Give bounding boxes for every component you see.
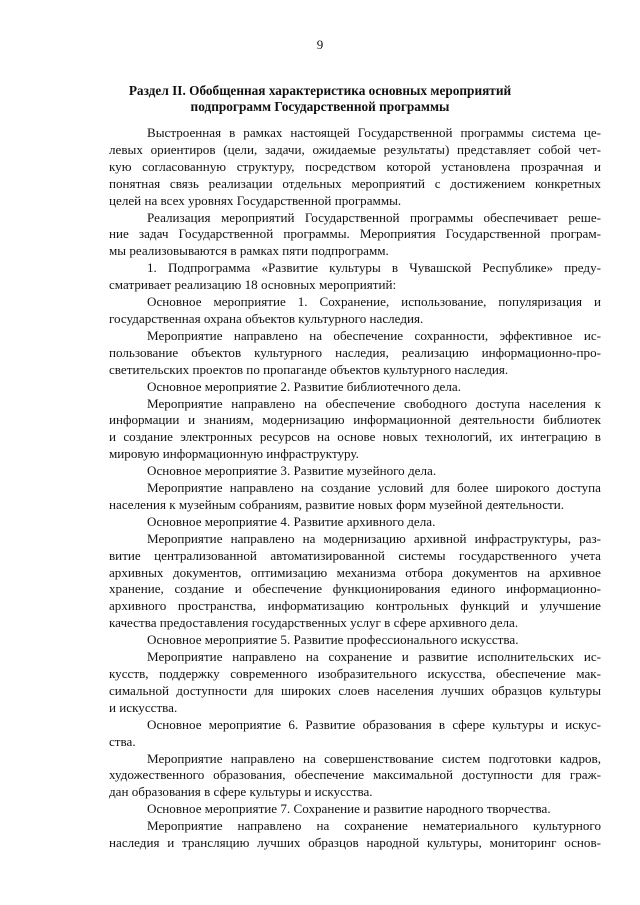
paragraph: [109, 125, 601, 210]
paragraph-line: мировую информационную инфраструктуру.: [109, 446, 359, 462]
paragraph-line: ства.: [109, 733, 136, 749]
paragraph: [109, 294, 601, 328]
paragraph-line: целей на всех уровнях Государственной программы.: [109, 192, 402, 208]
paragraph-line: 1. Подпрограмма «Развитие культуры в Чувашской Республике» преду-: [147, 260, 601, 276]
paragraph-line: художественного образования, обеспечение максимальной доступности для граж-: [109, 767, 601, 783]
paragraph-line: сматривает реализацию 18 основных мероприятий:: [109, 277, 397, 293]
paragraph-line: Реализация мероприятий Государственной программы обеспечивает реше-: [147, 209, 601, 225]
body-text: [109, 125, 601, 852]
page-number: 9: [316, 37, 324, 52]
paragraph-line: понятная связь реализации отдельных мероприятий с достижением конкретных: [109, 175, 601, 191]
paragraph-line: архивных документов, оптимизацию механизма отбора документов на архивное: [109, 564, 601, 580]
paragraph: [109, 818, 601, 852]
paragraph: [109, 801, 601, 818]
paragraph-line: архивного пространства, информатизацию контрольных функций и улучшение: [109, 598, 601, 614]
paragraph-line: пользование объектов культурного наследия, реализацию информационно-про-: [109, 344, 601, 360]
paragraph-line: Мероприятие направлено на совершенствование систем подготовки кадров,: [147, 750, 601, 766]
paragraph-line: кую согласованную структуру, посредством которой установлена прозрачная и: [109, 158, 601, 174]
paragraph: [109, 717, 601, 751]
paragraph-line: Мероприятие направлено на создание условий для более широкого доступа: [147, 480, 601, 496]
section-heading-line-2: подпрограмм Государственной программы: [190, 99, 450, 114]
paragraph: [109, 480, 601, 514]
paragraph-line: информации и знаниям, модернизацию информационной деятельности библиотек: [109, 412, 601, 428]
paragraph-line: населения к музейным собраниям, развитие новых форм музейной деятельности.: [109, 496, 565, 512]
paragraph: [109, 632, 601, 649]
paragraph: [109, 463, 601, 480]
paragraph-line: Мероприятие направлено на обеспечение свободного доступа населения к: [147, 395, 601, 411]
paragraph-line: мы реализовываются в рамках пяти подпрограмм.: [109, 243, 389, 259]
paragraph: [109, 396, 601, 464]
paragraph: [109, 328, 601, 379]
paragraph: [109, 260, 601, 294]
section-heading: [110, 83, 530, 115]
paragraph: [109, 649, 601, 717]
paragraph-line: симальной доступности для широких слоев населения лучших образцов культуры: [109, 682, 601, 698]
paragraph-line: Основное мероприятие 6. Развитие образования в сфере культуры и искус-: [147, 716, 601, 732]
paragraph: [109, 379, 601, 396]
paragraph-line: Основное мероприятие 7. Сохранение и развитие народного творчества.: [147, 801, 551, 817]
paragraph-line: качества предоставления государственных услуг в сфере архивного дела.: [109, 615, 519, 631]
paragraph-line: Основное мероприятие 5. Развитие профессионального искусства.: [147, 632, 519, 648]
paragraph-line: ние задач Государственной программы. Мероприятия Государственной програм-: [109, 226, 601, 242]
paragraph-line: левых ориентиров (цели, задачи, ожидаемые результаты) представляет собой чет-: [109, 141, 601, 157]
paragraph-line: государственная охрана объектов культурного наследия.: [109, 310, 424, 326]
paragraph: [109, 751, 601, 802]
paragraph-line: Основное мероприятие 4. Развитие архивного дела.: [147, 513, 436, 529]
paragraph: [109, 210, 601, 261]
paragraph: [109, 531, 601, 632]
paragraph-line: Мероприятие направлено на сохранение нематериального культурного: [147, 818, 601, 834]
paragraph-line: дан образования в сфере культуры и искусства.: [109, 784, 373, 800]
section-heading-line-1: Раздел II. Обобщенная характеристика основных мероприятий: [128, 83, 512, 98]
paragraph-line: Мероприятие направлено на модернизацию архивной инфраструктуры, раз-: [147, 530, 601, 546]
paragraph-line: и создание электронных ресурсов на основе новых технологий, их интеграцию в: [109, 429, 601, 445]
paragraph-line: Мероприятие направлено на сохранение и развитие исполнительских ис-: [147, 649, 601, 665]
paragraph-line: Основное мероприятие 1. Сохранение, использование, популяризация и: [147, 294, 601, 310]
paragraph-line: витие централизованной автоматизированной системы государственного учета: [109, 547, 601, 563]
paragraph-line: и искусства.: [109, 699, 178, 715]
paragraph-line: Основное мероприятие 3. Развитие музейного дела.: [147, 463, 437, 479]
paragraph-line: хранение, создание и обеспечение функционирования единого информационно-: [109, 581, 601, 597]
paragraph: [109, 514, 601, 531]
paragraph-line: светительских проектов по пропаганде объектов культурного наследия.: [109, 361, 509, 377]
paragraph-line: Мероприятие направлено на обеспечение сохранности, эффективное ис-: [147, 327, 601, 343]
paragraph-line: кусств, поддержку современного изобразительного искусства, обеспечение мак-: [109, 666, 601, 681]
paragraph-line: Основное мероприятие 2. Развитие библиотечного дела.: [147, 378, 461, 394]
paragraph-line: наследия и трансляцию лучших образцов народной культуры, мониторинг основ-: [109, 835, 601, 851]
paragraph-line: Выстроенная в рамках настоящей Государственной программы система це-: [147, 125, 601, 140]
